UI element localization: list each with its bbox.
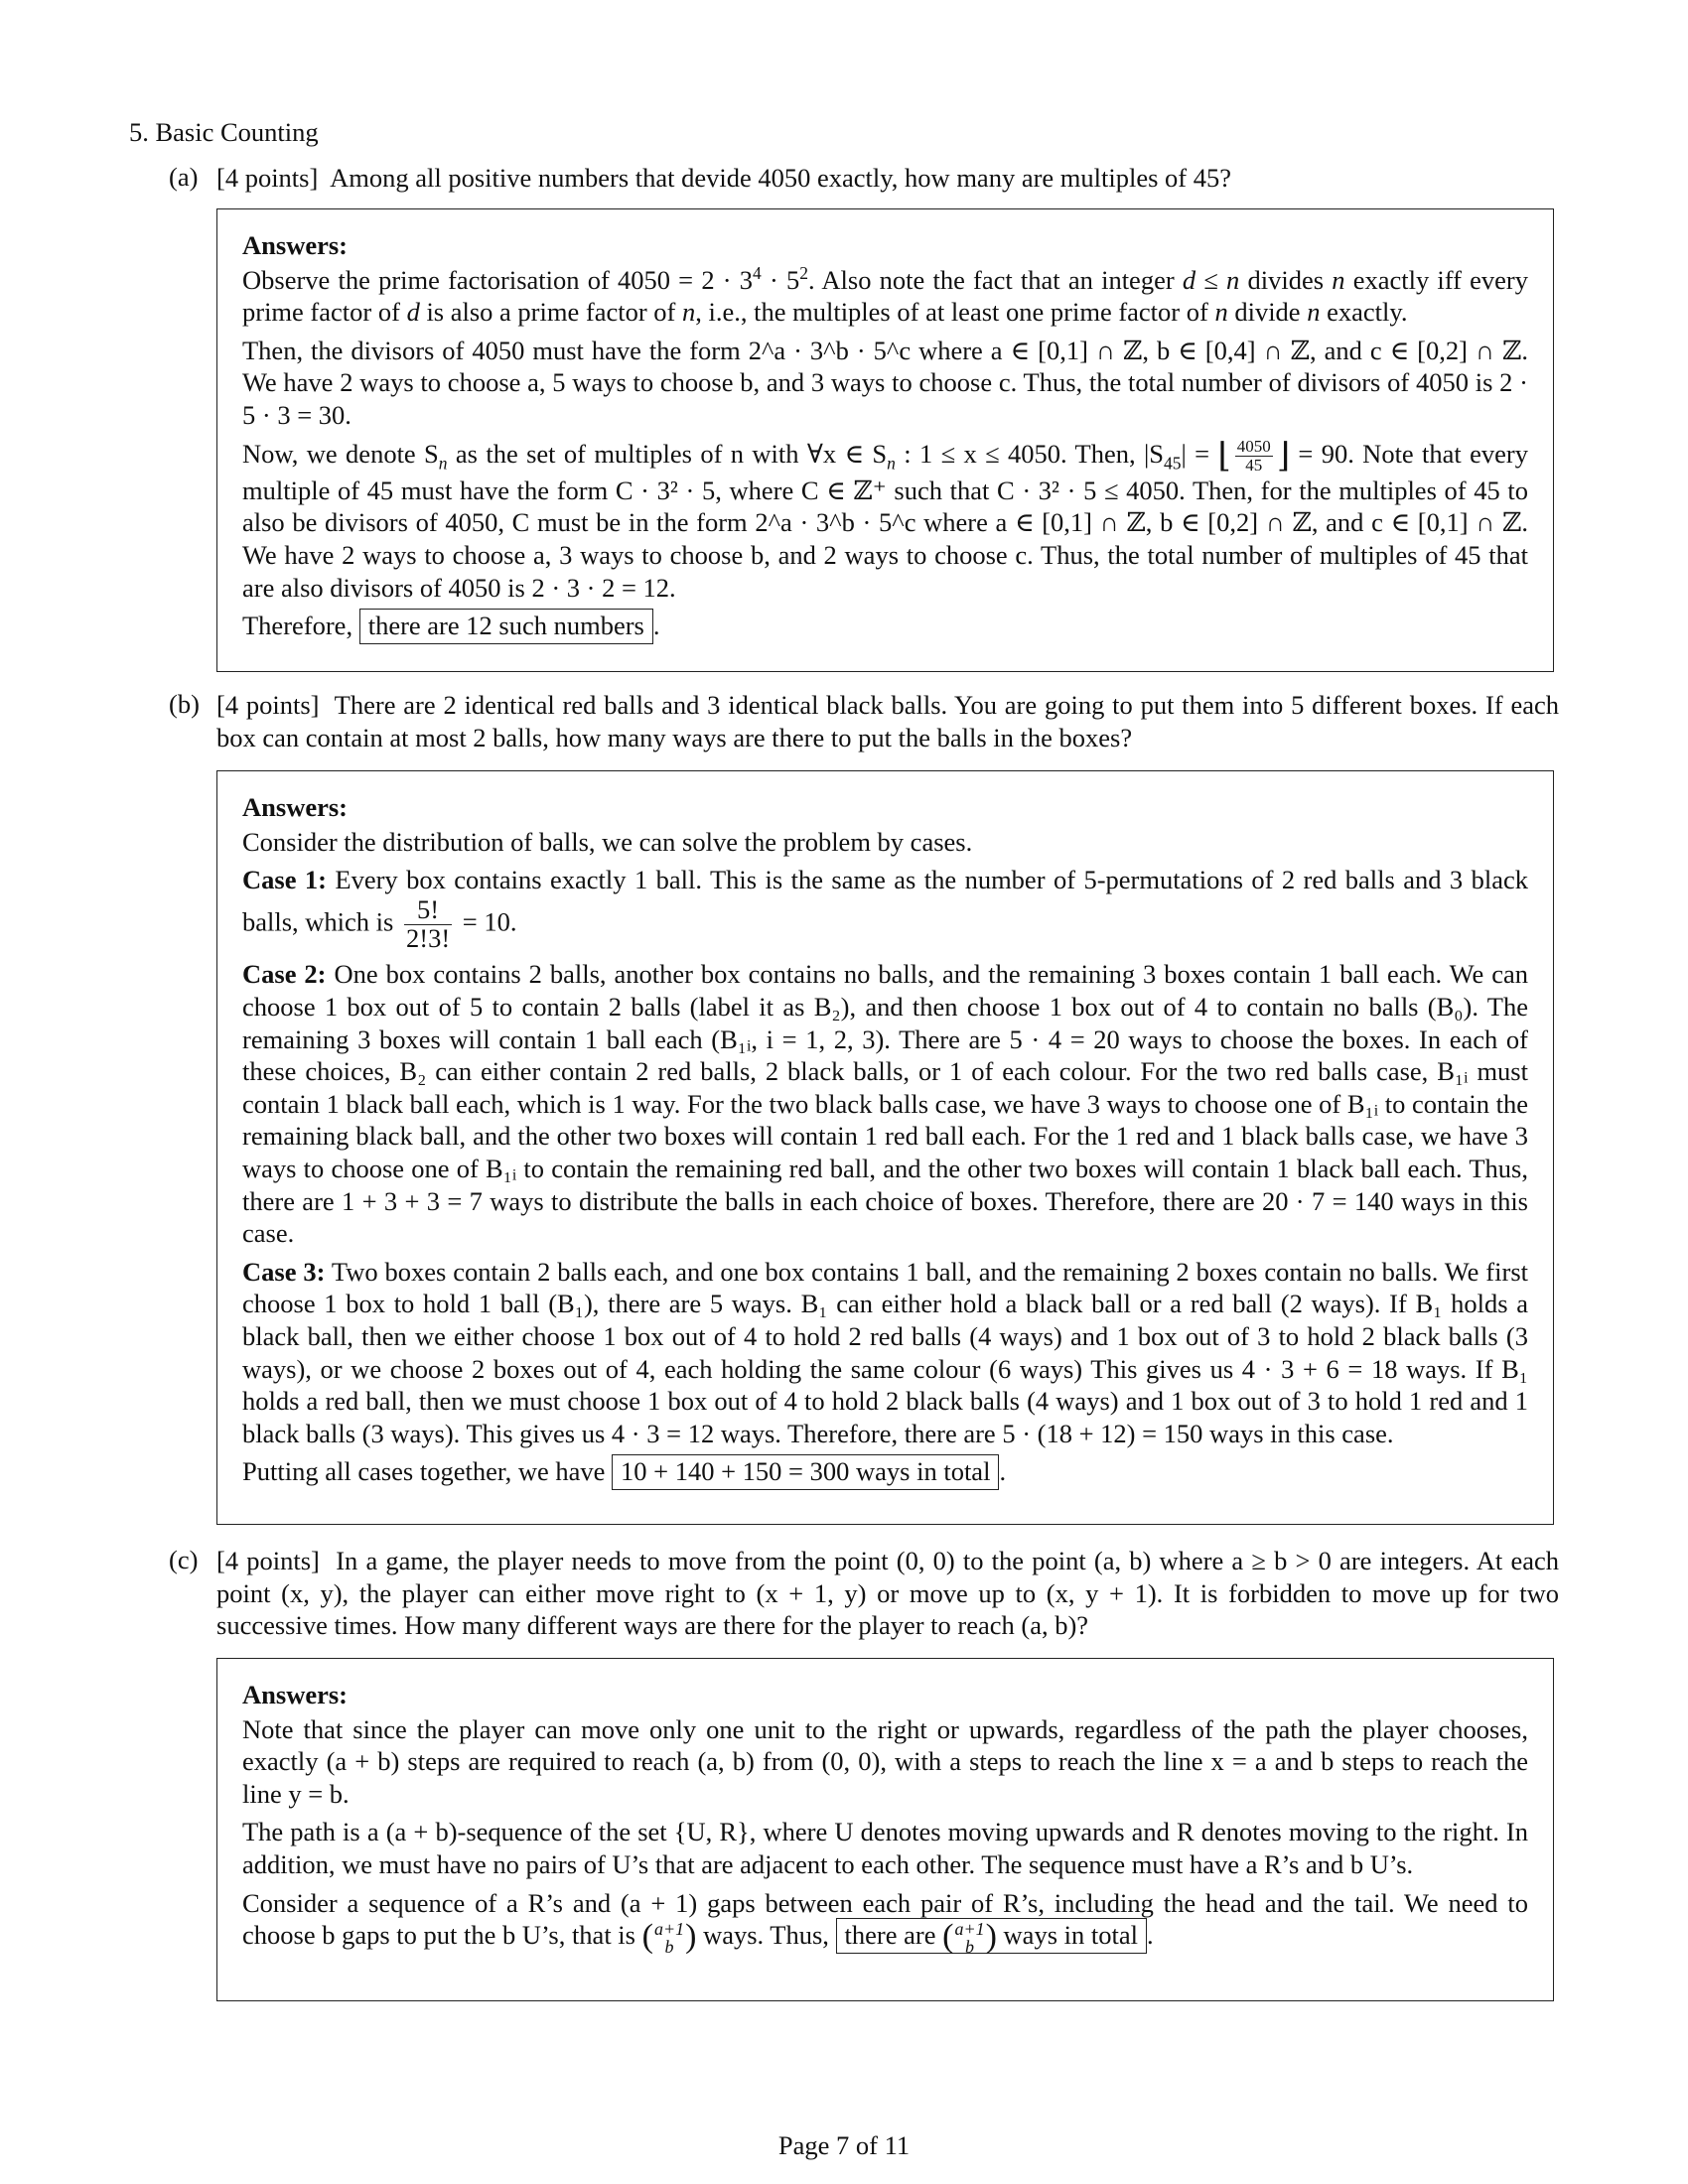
binomial-a-plus-1-choose-b: a+1 b [653,1919,685,1958]
fraction-4050-over-45: $\frac{4050}{45}$ [1236,437,1271,475]
answer-b-case-1: Case 1: Every box contains exactly 1 ball. This is the same as the number of 5-permutations of 2 red balls and 3 black balls, which is $\frac{5!}{2!3!}$ = 10. [242,865,1528,953]
answer-c-paragraph-2: The path is a (a + b)-sequence of the set {U, R}, where U denotes moving upwards and R denotes moving to the right. In addition, we must have no pairs of U’s that are adjacent to each other. The sequence must have a R’s and b U’s. [242,1817,1528,1879]
answer-c-paragraph-1: Note that since the player can move only one unit to the right or upwards, regardless of the path the player chooses, exactly (a + b) steps are required to reach (a, b) from (0, 0), with a steps to reach the line x = a and b steps to reach the line y = b. [242,1713,1528,1809]
page-number: Page 7 of 11 [777,2130,911,2160]
answer-a-heading: Answers: [242,230,348,260]
question-a-label: (a) [169,162,199,192]
answer-box-b [216,770,1554,1525]
question-a-points: [4 points] [216,163,319,193]
answer-b-case-2: Case 2: One box contains 2 balls, another box contains no balls, and the remaining 3 boxes contain 1 ball each. We can choose 1 box out of 5 to contain 2 balls (label it as B₂), and then choose 1 box out of 4 to contain no balls (B₀). The remaining 3 boxes will contain 1 ball each (B₁ᵢ, i = 1, 2, 3). There are 5 · 4 = 20 ways to choose the boxes. In each of these choices, B₂ can either contain 2 red balls, 2 black balls, or 1 of each colour. For the two red balls case, B₁ᵢ must contain 1 black ball each, which is 1 way. For the two black balls case, we have 3 ways to choose one of B₁ᵢ to contain the remaining black ball, and the other two boxes will contain 1 red ball each. For the 1 red and 1 black balls case, we have 3 ways to choose one of B₁ᵢ to contain the remaining red ball, and the other two boxes will contain 1 black ball each. Thus, there are 1 + 3 + 3 = 7 ways to distribute the balls in each choice of boxes. Therefore, there are 20 · 7 = 140 ways in this case. [242,959,1529,1249]
answer-a-conclusion: Therefore, there are 12 such numbers . [242,610,1528,642]
question-c-points: [4 points] [216,1546,320,1575]
question-c-body: In a game, the player needs to move from the point (0, 0) to the point (a, b) where a ≥ b > 0 are integers. At each point (x, y), the player can either move right to (x + 1, y) or move up to (x, y + 1). It is forbidden to move up for two successive times. How many different ways are there for the player to reach (a, b)? [216,1546,1560,1641]
question-a-body: Among all positive numbers that devide 4050 exactly, how many are multiples of 45? [330,163,1232,193]
question-b-points: [4 points] [216,690,320,720]
section-title [129,117,319,148]
answer-a-paragraph-1: Observe the prime factorisation of $4050 = 2 \cdot 3^4 \cdot 5^2$. Also note the fact that an integer d ≤ n divides n exactly iff every prime factor of d is also a prime factor of n, i.e., the multiples of at least one prime factor of n divide n exactly. [242,262,1528,328]
answer-b-conclusion: Putting all cases together, we have 10 + 140 + 150 = 300 ways in total . [242,1455,1528,1488]
answer-b-heading: Answers: [242,792,348,822]
floor-left-bracket: ⌊ [1217,437,1231,475]
question-b-label: (b) [169,689,200,719]
section-title-text: Basic Counting [155,117,319,147]
fraction-5-factorial: $\frac{5!}{2!3!}$ [406,893,451,953]
answer-a-boxed-result: there are 12 such numbers [359,609,653,644]
answer-a-paragraph-3: Now, we denote $S_n$ as the set of multiples of n with ∀x ∈ $S_n$ : 1 ≤ x ≤ 4050. Then, $|S_{45}|$ = ⌊ $\frac{4050}{45}$ ⌋ = 90. Note that every multiple of 45 must have the form C · 3² · 5, where C ∈ ℤ⁺ such that C · 3² · 5 ≤ 4050. Then, for the multiples of 45 to also be divisors of 4050, C must be in the form 2^a · 3^b · 5^c where a ∈ [0,1] ∩ ℤ, b ∈ [0,2] ∩ ℤ, and c ∈ [0,1] ∩ ℤ. We have 2 ways to choose a, 3 ways to choose b, and 2 ways to choose c. Thus, the total number of multiples of 45 that are also divisors of 4050 is 2 · 3 · 2 = 12. [242,437,1529,603]
answer-b-intro: Consider the distribution of balls, we can solve the problem by cases. [242,826,973,857]
question-c-label: (c) [169,1545,199,1574]
answer-box-a [216,208,1554,672]
answer-box-c [216,1658,1554,2001]
answer-a-paragraph-2: Then, the divisors of 4050 must have the form 2^a · 3^b · 5^c where a ∈ [0,1] ∩ ℤ, b ∈ [0,4] ∩ ℤ, and c ∈ [0,2] ∩ ℤ. We have 2 ways to choose a, 5 ways to choose b, and 3 ways to choose c. Thus, the total number of divisors of 4050 is 2 · 5 · 3 = 30. [242,335,1528,430]
question-c-text [216,1545,1559,1642]
binomial-boxed: a+1 b [954,1919,985,1958]
question-b-body: There are 2 identical red balls and 3 identical black balls. You are going to put them into 5 different boxes. If each box can contain at most 2 balls, how many ways are there to put the balls in the boxes? [216,690,1559,752]
question-a-text [216,162,1559,195]
answer-c-paragraph-3: Consider a sequence of a R’s and (a + 1) gaps between each pair of R’s, including the head and the tail. We need to choose b gaps to put the b U’s, that is ( a+1 b ) ways. Thus, there are ( a+1 b ) ways in total . [242,1887,1528,1958]
question-b-text [216,689,1559,753]
section-number: 5. [129,117,149,147]
answer-c-heading: Answers: [242,1680,348,1709]
answer-c-boxed-result: there are ( a+1 b ) ways in total [836,1918,1147,1954]
answer-b-boxed-result: 10 + 140 + 150 = 300 ways in total [612,1454,999,1490]
floor-right-bracket: ⌋ [1276,437,1291,475]
answer-b-case-3: Case 3: Two boxes contain 2 balls each, and one box contains 1 ball, and the remaining 2 boxes contain no balls. We first choose 1 box to hold 1 ball (B₁), there are 5 ways. B₁ can either hold a black ball or a red ball (2 ways). If B₁ holds a black ball, then we either choose 1 box out of 4 to hold 2 red balls (4 ways) and 1 box out of 3 to hold 2 black balls (3 ways), or we choose 2 boxes out of 4, each holding the same colour (6 ways) This gives us 4 · 3 + 6 = 18 ways. If B₁ holds a red ball, then we must choose 1 box out of 4 to hold 2 black balls (4 ways) and 1 box out of 3 to hold 1 red and 1 black balls (3 ways). This gives us 4 · 3 = 12 ways. Therefore, there are 5 · (18 + 12) = 150 ways in this case. [242,1256,1528,1448]
